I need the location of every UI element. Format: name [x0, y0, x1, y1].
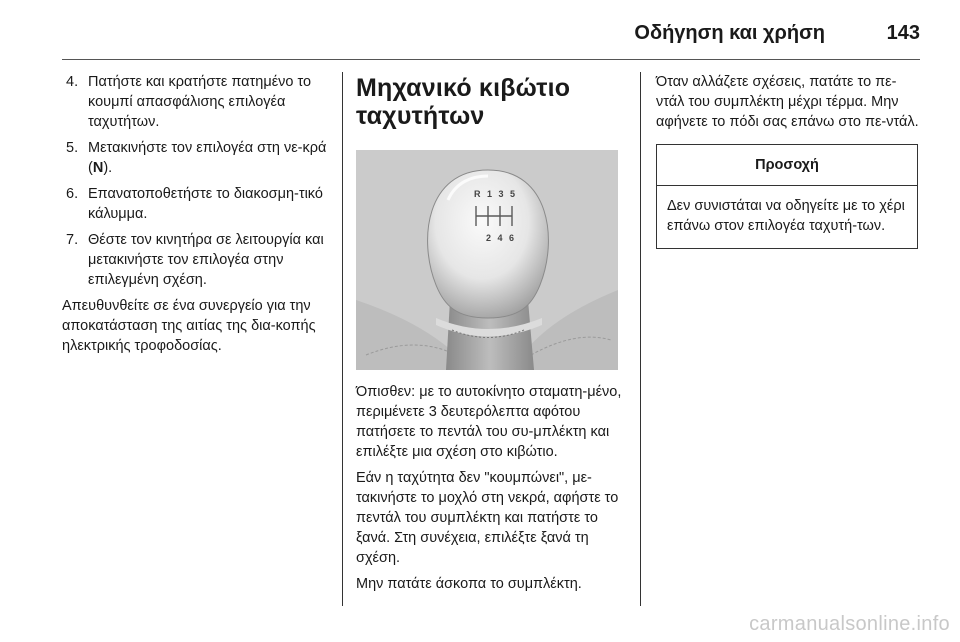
body-paragraph: Εάν η ταχύτητα δεν "κουμπώνει", με-τακινήστε το μοχλό στη νεκρά, αφήστε το πεντάλ του συμπλέκτη και πατήστε το ξανά. Στη συνέχεια, επιλέξτε ξανά τη σχέση. [356, 470, 619, 566]
page-number: 143 [886, 22, 920, 44]
step-text: Μετακινήστε τον επιλογέα στη νε-κρά ( [88, 140, 327, 176]
section-title-line: ταχυτήτων [356, 102, 485, 130]
step-item [62, 72, 334, 132]
step-item [62, 184, 334, 224]
step-item [62, 230, 334, 290]
step-list [62, 72, 334, 290]
gear-knob-icon [356, 150, 618, 370]
body-paragraph: Όπισθεν: με το αυτοκίνητο σταματη-μένο, περιμένετε 3 δευτερόλεπτα αφότου πατήσετε το πεντάλ του συ-μπλέκτη και επιλέξτε μια σχέση στο κιβώτιο. [356, 384, 622, 460]
step-number: 4. [66, 74, 79, 90]
body-paragraph: Μην πατάτε άσκοπα το συμπλέκτη. [356, 576, 582, 592]
body-paragraph: Απευθυνθείτε σε ένα συνεργείο για την αποκατάσταση της αιτίας της δια-κοπής ηλεκτρικής τροφοδοσίας. [62, 298, 316, 354]
gear-shift-knob-illustration [356, 150, 618, 370]
body-paragraph: Όταν αλλάζετε σχέσεις, πατάτε το πε-ντάλ του συμπλέκτη μέχρι τέρμα. Μην αφήνετε το πόδι σας επάνω στο πε-ντάλ. [656, 74, 919, 130]
step-text: Πατήστε και κρατήστε πατημένο το κουμπί απασφάλισης επιλογέα ταχυτήτων. [88, 74, 312, 130]
neutral-gear-symbol: N [92, 160, 104, 176]
chapter-title: Οδήγηση και χρήση [634, 22, 825, 44]
caution-box [656, 144, 918, 249]
step-item [62, 138, 334, 178]
column-middle [356, 72, 628, 600]
step-text-end: ). [103, 160, 113, 176]
gear-pattern-bottom: 2 4 6 [486, 233, 516, 243]
step-number: 7. [66, 232, 79, 248]
column-right [656, 72, 920, 249]
section-title [356, 74, 628, 130]
page-header [62, 12, 920, 60]
step-number: 5. [66, 140, 79, 156]
step-number: 6. [66, 186, 79, 202]
watermark: carmanualsonline.info [749, 613, 950, 635]
column-divider [640, 72, 641, 606]
caution-text: Δεν συνιστάται να οδηγείτε με το χέρι επάνω στον επιλογέα ταχυτή-των. [667, 198, 905, 234]
step-text: Θέστε τον κινητήρα σε λειτουργία και μετακινήστε τον επιλογέα στην επιλεγμένη σχέση. [88, 232, 324, 288]
section-title-line: Μηχανικό κιβώτιο [356, 74, 571, 102]
caution-title: Προσοχή [657, 145, 917, 186]
column-divider [342, 72, 343, 606]
step-text: Επανατοποθετήστε το διακοσμη-τικό κάλυμμα. [88, 186, 323, 222]
column-left [62, 72, 334, 362]
gear-pattern-top: R 1 3 5 [474, 189, 517, 199]
